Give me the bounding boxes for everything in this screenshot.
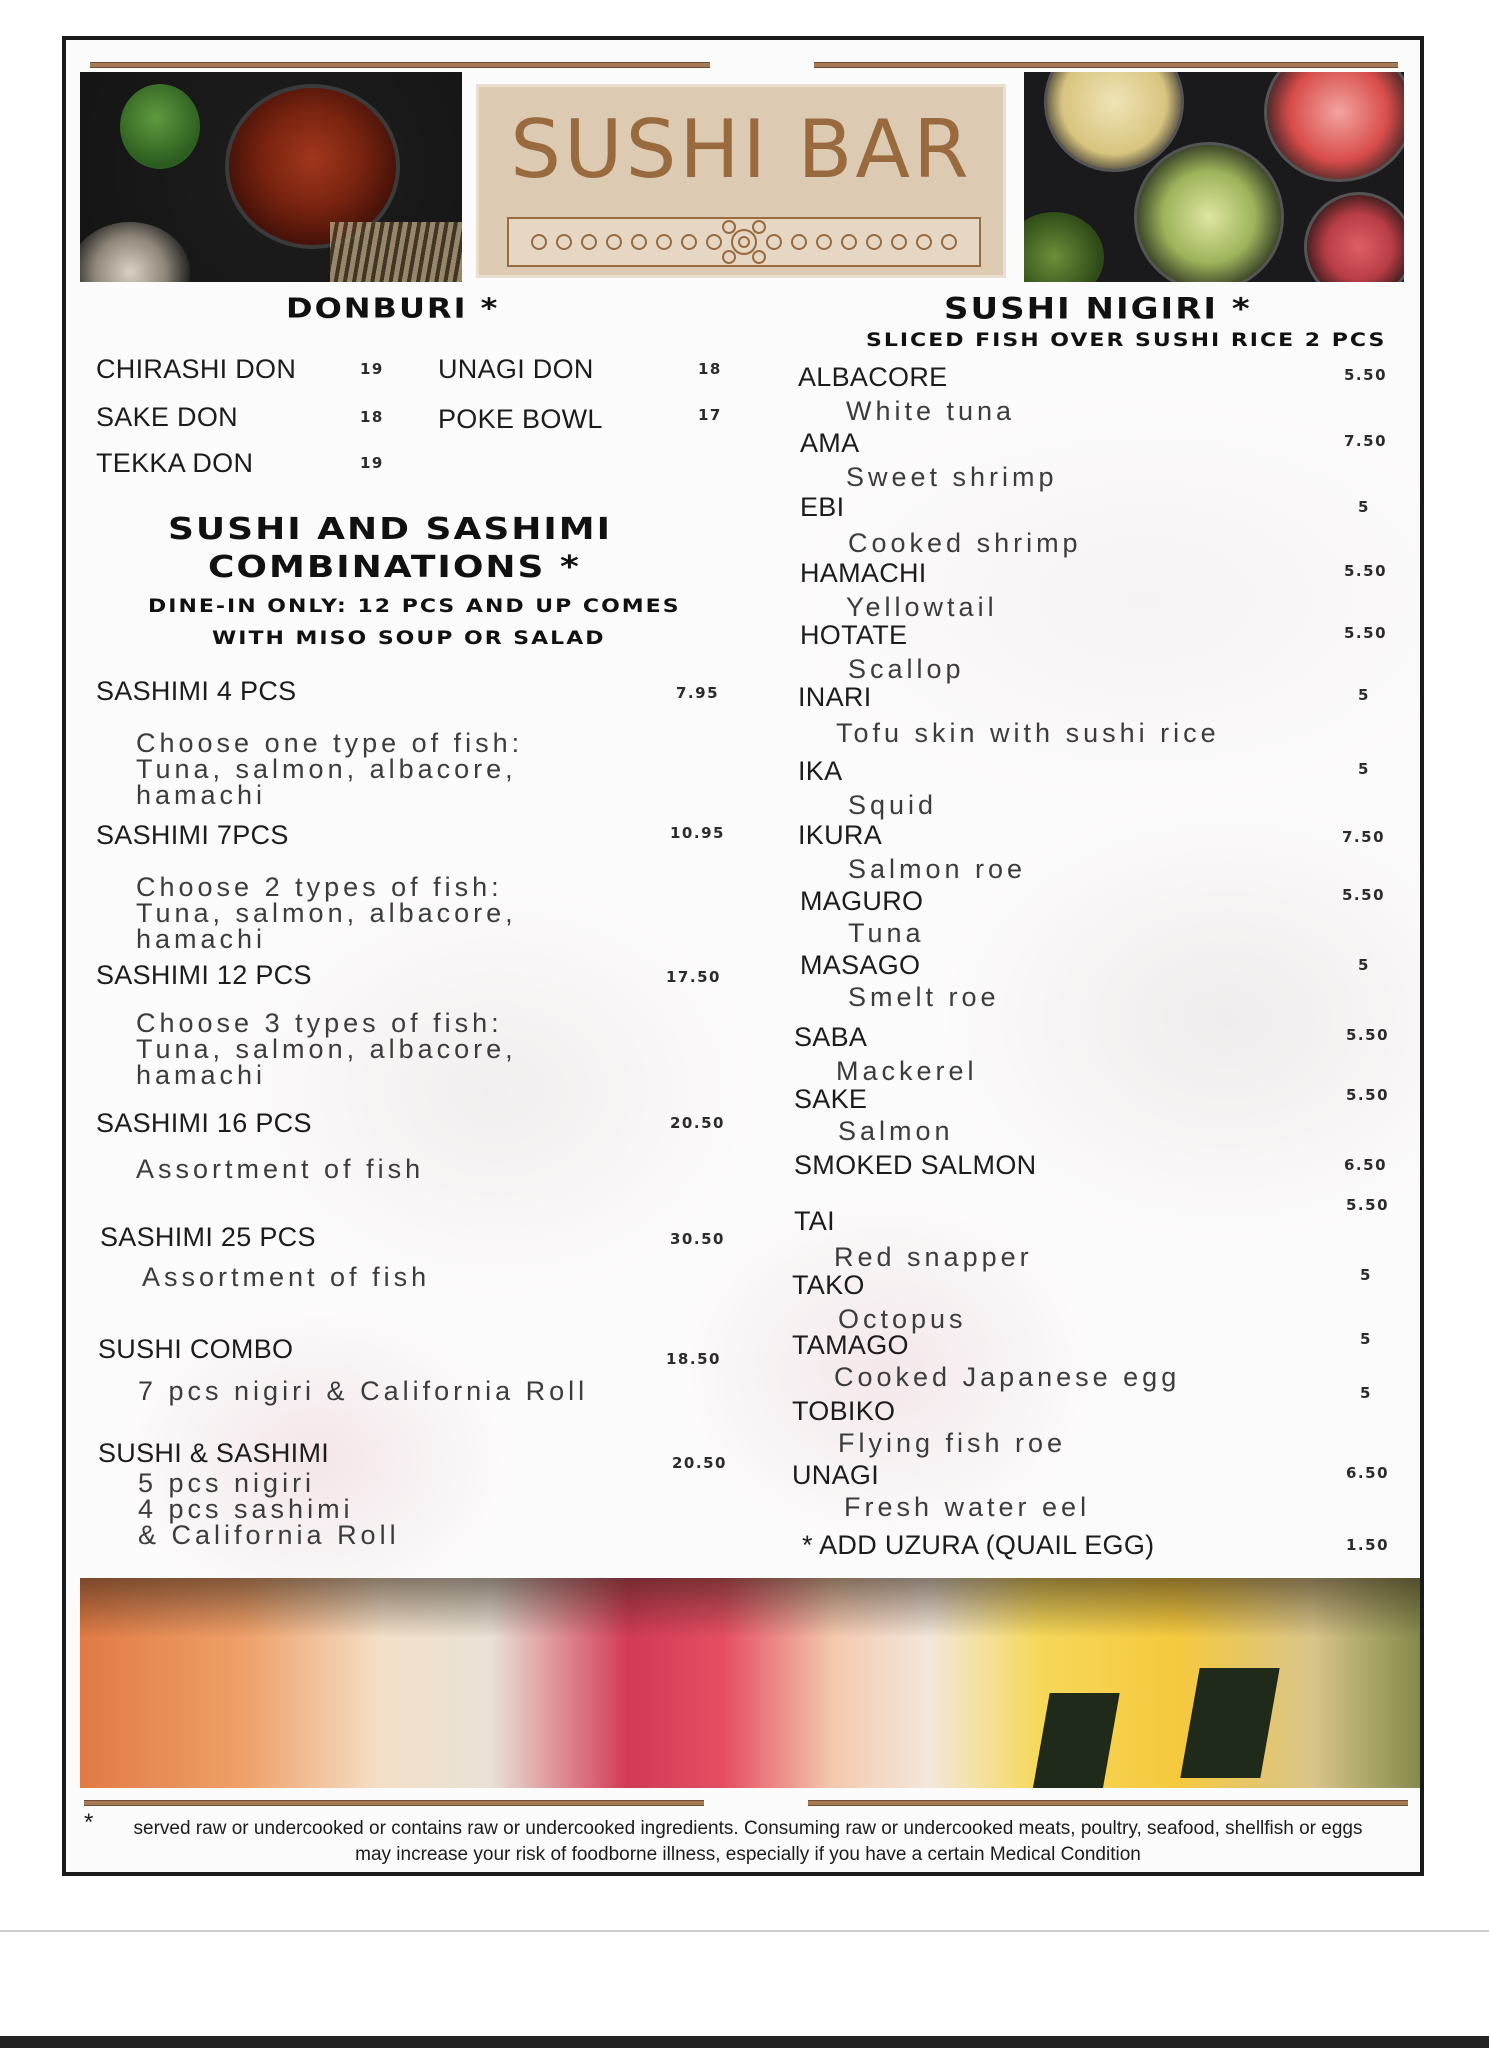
dine-in-note-line1: DINE-IN ONLY: 12 PCS AND UP COMES bbox=[148, 596, 681, 618]
nigiri-item-price: 6.50 bbox=[1346, 1464, 1390, 1482]
nigiri-item-name: ALBACORE bbox=[798, 362, 948, 392]
combo-item-name: SUSHI COMBO bbox=[98, 1334, 294, 1364]
nigiri-item-desc: Yellowtail bbox=[846, 592, 998, 622]
combo-item-price: 17.50 bbox=[666, 968, 721, 986]
addon-item-name: * ADD UZURA (QUAIL EGG) bbox=[802, 1530, 1155, 1560]
nori-band-image bbox=[1030, 1693, 1119, 1788]
nigiri-item-price: 5 bbox=[1358, 686, 1370, 704]
combo-item-price: 30.50 bbox=[670, 1230, 725, 1248]
nigiri-item-desc: Cooked Japanese egg bbox=[834, 1362, 1181, 1392]
nigiri-item-price: 5 bbox=[1358, 498, 1370, 516]
nigiri-item-desc: Tuna bbox=[848, 918, 925, 948]
nigiri-item-name: MASAGO bbox=[800, 950, 921, 980]
nigiri-item-price: 5.50 bbox=[1344, 562, 1388, 580]
nigiri-item-price: 6.50 bbox=[1344, 1156, 1388, 1174]
nigiri-item-desc: Salmon bbox=[838, 1116, 954, 1146]
title-ornament bbox=[507, 217, 981, 267]
nigiri-item-price: 5.50 bbox=[1346, 1086, 1390, 1104]
bottom-decorative-bar-left bbox=[84, 1800, 704, 1806]
menu-title: SUSHI BAR bbox=[510, 103, 972, 196]
combo-item-desc: Choose one type of fish: bbox=[136, 728, 524, 758]
addon-item-price: 1.50 bbox=[1346, 1536, 1390, 1554]
combo-item-desc: Assortment of fish bbox=[136, 1154, 425, 1184]
combo-item-desc: Tuna, salmon, albacore, bbox=[136, 1034, 517, 1064]
nigiri-item-name: HAMACHI bbox=[800, 558, 927, 588]
nigiri-item-desc: Red snapper bbox=[834, 1242, 1033, 1272]
combo-item-price: 20.50 bbox=[670, 1114, 725, 1132]
nigiri-item-name: EBI bbox=[800, 492, 845, 522]
nigiri-item-name: SMOKED SALMON bbox=[794, 1150, 1037, 1180]
combo-item-name: SUSHI & SASHIMI bbox=[98, 1438, 330, 1468]
menu-item-name: SAKE DON bbox=[96, 402, 238, 432]
nigiri-item-name: INARI bbox=[798, 682, 872, 712]
disclaimer-line2: may increase your risk of foodborne illness, especially if you have a certain Medical Condition bbox=[355, 1844, 1141, 1865]
combo-item-price: 18.50 bbox=[666, 1350, 721, 1368]
nigiri-item-name: HOTATE bbox=[800, 620, 908, 650]
menu-item-name: TEKKA DON bbox=[96, 448, 254, 478]
nigiri-item-desc: Squid bbox=[848, 790, 938, 820]
nigiri-item-name: UNAGI bbox=[792, 1460, 880, 1490]
nigiri-item-desc: Tofu skin with sushi rice bbox=[836, 718, 1220, 748]
menu-item-price: 18 bbox=[698, 360, 722, 378]
nigiri-item-price: 5.50 bbox=[1342, 886, 1386, 904]
nigiri-item-name: AMA bbox=[800, 428, 860, 458]
menu-item-price: 17 bbox=[698, 406, 722, 424]
combo-item-desc: hamachi bbox=[136, 1060, 267, 1090]
top-decorative-bar-right bbox=[814, 62, 1398, 68]
menu-item-name: CHIRASHI DON bbox=[96, 354, 297, 384]
nigiri-item-desc: Salmon roe bbox=[848, 854, 1027, 884]
combo-item-name: SASHIMI 7PCS bbox=[96, 820, 289, 850]
nigiri-item-name: TAMAGO bbox=[792, 1330, 909, 1360]
nigiri-item-price: 5.50 bbox=[1346, 1196, 1390, 1214]
page-edge-line bbox=[0, 1930, 1489, 1932]
nigiri-item-desc: Octopus bbox=[838, 1304, 967, 1334]
wasabi-image bbox=[1024, 212, 1104, 282]
nigiri-item-name: TAKO bbox=[792, 1270, 865, 1300]
nori-band-image bbox=[1180, 1668, 1279, 1778]
roe-small-bowl-image bbox=[1304, 192, 1404, 282]
combo-item-name: SASHIMI 25 PCS bbox=[100, 1222, 316, 1252]
menu-item-name: POKE BOWL bbox=[438, 404, 603, 434]
nigiri-item-price: 5.50 bbox=[1344, 624, 1388, 642]
photo-shade bbox=[80, 1578, 1424, 1638]
combo-item-desc: Tuna, salmon, albacore, bbox=[136, 898, 517, 928]
combo-item-price: 20.50 bbox=[672, 1454, 727, 1472]
top-decorative-bar-left bbox=[90, 62, 710, 68]
nigiri-item-name: TOBIKO bbox=[792, 1396, 896, 1426]
avocado-bowl-image bbox=[1134, 142, 1284, 282]
nigiri-item-name: TAI bbox=[794, 1206, 835, 1236]
menu-item-price: 19 bbox=[360, 360, 384, 378]
header-photo-condiment-bowls bbox=[1024, 72, 1404, 282]
scanner-bottom-edge bbox=[0, 2036, 1489, 2048]
nigiri-item-name: MAGURO bbox=[800, 886, 924, 916]
green-pepper-image bbox=[120, 84, 200, 169]
nigiri-item-desc: Cooked shrimp bbox=[848, 528, 1082, 558]
menu-item-price: 19 bbox=[360, 454, 384, 472]
bamboo-mat-image bbox=[330, 222, 462, 282]
nigiri-subheading: SLICED FISH OVER SUSHI RICE 2 PCS bbox=[866, 330, 1387, 352]
header-photo-roe-and-pepper bbox=[80, 72, 462, 282]
nigiri-item-price: 5 bbox=[1358, 956, 1370, 974]
allergy-disclaimer bbox=[76, 1809, 1420, 1868]
nigiri-item-price: 5 bbox=[1360, 1266, 1372, 1284]
nigiri-item-price: 5.50 bbox=[1346, 1026, 1390, 1044]
combo-item-desc: Assortment of fish bbox=[142, 1262, 431, 1292]
combo-item-price: 7.95 bbox=[676, 684, 720, 702]
nigiri-item-name: SABA bbox=[794, 1022, 868, 1052]
combo-item-desc: hamachi bbox=[136, 780, 267, 810]
nigiri-heading: SUSHI NIGIRI * bbox=[944, 292, 1252, 326]
combo-item-desc: Choose 3 types of fish: bbox=[136, 1008, 503, 1038]
combo-item-desc: Tuna, salmon, albacore, bbox=[136, 754, 517, 784]
nigiri-item-price: 7.50 bbox=[1342, 828, 1386, 846]
title-panel bbox=[476, 84, 1006, 278]
nigiri-item-desc: Fresh water eel bbox=[844, 1492, 1091, 1522]
nigiri-item-name: SAKE bbox=[794, 1084, 868, 1114]
menu-item-price: 18 bbox=[360, 408, 384, 426]
combinations-heading-line2: COMBINATIONS * bbox=[208, 550, 581, 585]
combo-item-name: SASHIMI 16 PCS bbox=[96, 1108, 312, 1138]
nigiri-item-price: 5 bbox=[1358, 760, 1370, 778]
sushi-platter-photo bbox=[80, 1578, 1424, 1788]
combo-item-name: SASHIMI 4 PCS bbox=[96, 676, 297, 706]
nigiri-item-desc: White tuna bbox=[846, 396, 1016, 426]
combo-item-price: 10.95 bbox=[670, 824, 725, 842]
menu-item-name: UNAGI DON bbox=[438, 354, 594, 384]
combo-item-name: SASHIMI 12 PCS bbox=[96, 960, 312, 990]
sesame-bowl-image bbox=[80, 222, 190, 282]
nigiri-item-desc: Scallop bbox=[848, 654, 965, 684]
bottom-decorative-bar-right bbox=[808, 1800, 1408, 1806]
menu-frame bbox=[62, 36, 1424, 1876]
nigiri-item-price: 5 bbox=[1360, 1384, 1372, 1402]
dine-in-note-line2: WITH MISO SOUP OR SALAD bbox=[212, 628, 606, 650]
disclaimer-asterisk: * bbox=[84, 1809, 94, 1836]
nigiri-item-name: IKA bbox=[798, 756, 843, 786]
nigiri-item-desc: Flying fish roe bbox=[838, 1428, 1067, 1458]
disclaimer-line1: served raw or undercooked or contains raw or undercooked ingredients. Consuming raw or undercooked meats, poultry, seafood, shellfish or eggs bbox=[133, 1818, 1363, 1839]
nigiri-item-name: IKURA bbox=[798, 820, 883, 850]
nigiri-item-desc: Sweet shrimp bbox=[846, 462, 1058, 492]
nigiri-item-price: 7.50 bbox=[1344, 432, 1388, 450]
combo-item-desc: & California Roll bbox=[138, 1520, 400, 1550]
nigiri-item-desc: Mackerel bbox=[836, 1056, 978, 1086]
nigiri-item-desc: Smelt roe bbox=[848, 982, 1000, 1012]
nigiri-item-price: 5 bbox=[1360, 1330, 1372, 1348]
combo-item-desc: hamachi bbox=[136, 924, 267, 954]
nigiri-item-price: 5.50 bbox=[1344, 366, 1388, 384]
donburi-heading: DONBURI * bbox=[286, 292, 500, 325]
crab-stick-bowl-image bbox=[1264, 72, 1404, 182]
combo-item-desc: 7 pcs nigiri & California Roll bbox=[138, 1376, 589, 1406]
combinations-heading-line1: SUSHI AND SASHIMI bbox=[168, 512, 613, 547]
swirl-ornament-icon bbox=[509, 219, 979, 265]
combo-item-desc: Choose 2 types of fish: bbox=[136, 872, 503, 902]
combo-item-desc: 5 pcs nigiri bbox=[138, 1468, 316, 1498]
combo-item-desc: 4 pcs sashimi bbox=[138, 1494, 354, 1524]
